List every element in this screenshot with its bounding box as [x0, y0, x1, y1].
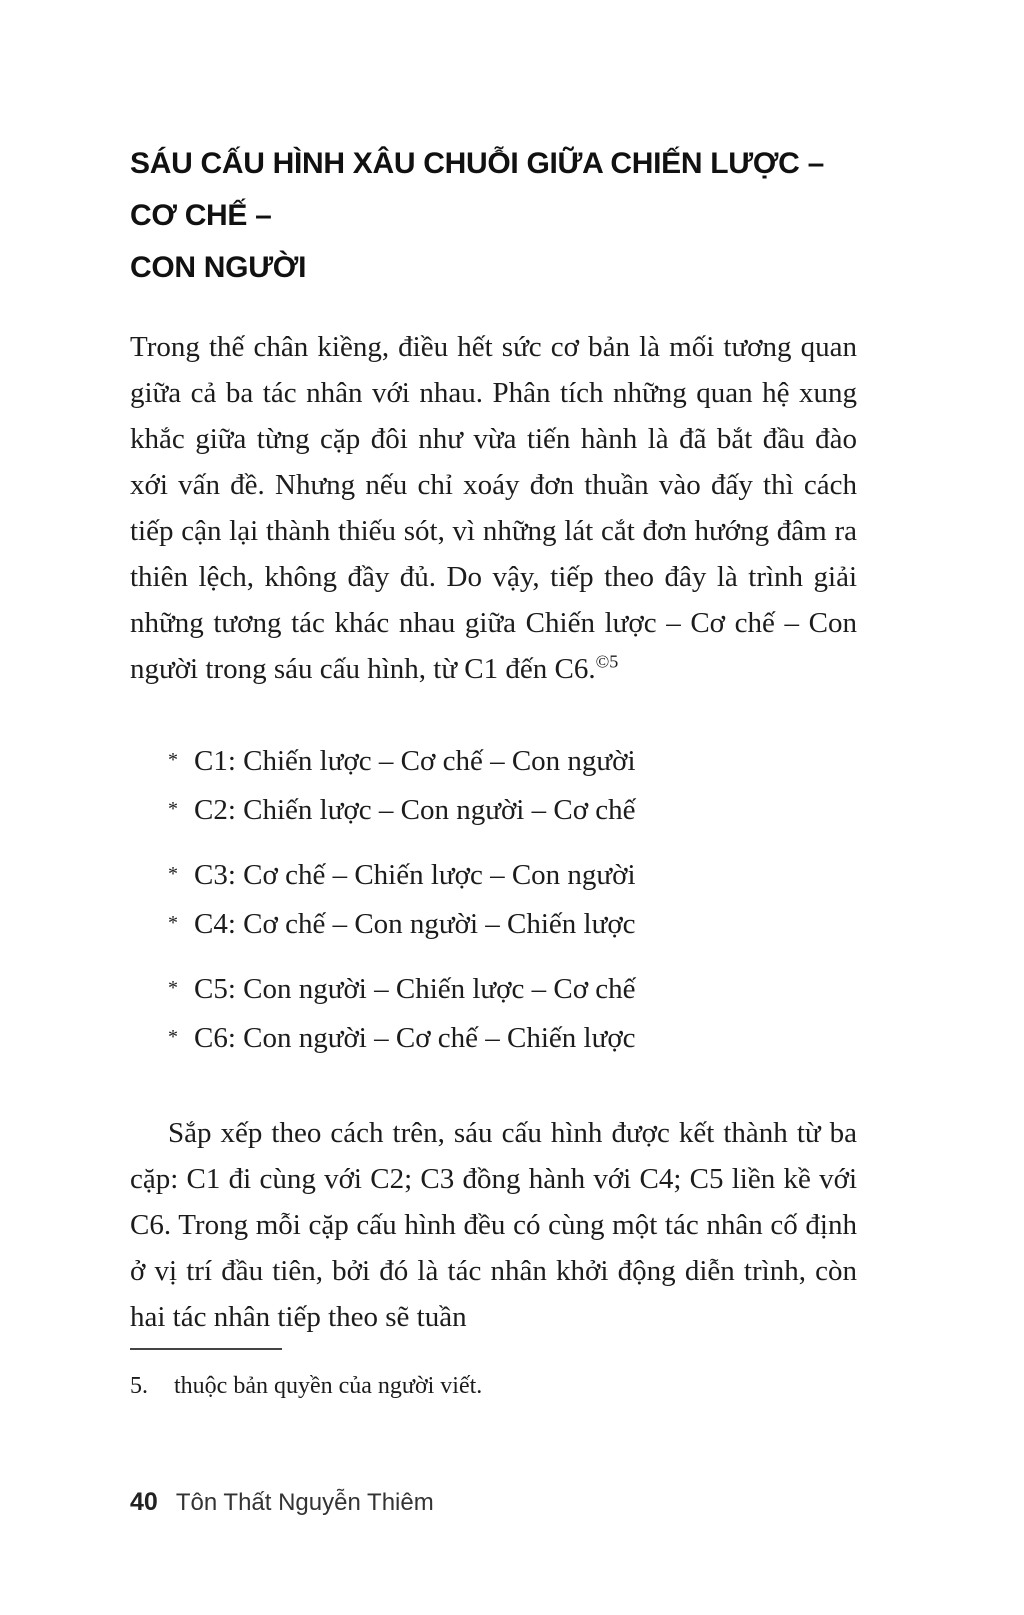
- page-number: 40: [130, 1488, 158, 1516]
- list-item-text: C1: Chiến lược – Cơ chế – Con người: [194, 745, 636, 777]
- list-group-2: [168, 852, 857, 950]
- list-item: [168, 901, 857, 950]
- list-item: [168, 787, 857, 836]
- list-item-text: C5: Con người – Chiến lược – Cơ chế: [194, 973, 636, 1005]
- paragraph-2: Sắp xếp theo cách trên, sáu cấu hình được kết thành từ ba cặp: C1 đi cùng với C2; C3 đồng hành với C4; C5 liền kề với C6. Trong mỗi cặp cấu hình đều có cùng một tác nhân cố định ở vị trí đầu tiên, bởi đó là tác nhân khởi động diễn trình, còn hai tác nhân tiếp theo sẽ tuần: [130, 1117, 857, 1333]
- list-item: [168, 738, 857, 787]
- list-item-text: C3: Cơ chế – Chiến lược – Con người: [194, 859, 636, 891]
- list-item: [168, 966, 857, 1015]
- section-heading: [130, 138, 857, 294]
- star-bullet-icon: *: [168, 977, 178, 999]
- configuration-list: [168, 738, 857, 1064]
- list-group-1: [168, 738, 857, 836]
- list-item: [168, 852, 857, 901]
- main-text-block: [130, 138, 857, 1340]
- paragraph-1-text: Trong thế chân kiềng, điều hết sức cơ bản là mối tương quan giữa cả ba tác nhân với nhau. Phân tích những quan hệ xung khắc giữa từng cặp đôi như vừa tiến hành là đã bắt đầu đào xới vấn đề. Nhưng nếu chỉ xoáy đơn thuần vào đấy thì cách tiếp cận lại thành thiếu sót, vì những lát cắt đơn hướng đâm ra thiên lệch, không đầy đủ. Do vậy, tiếp theo đây là trình giải những tương tác khác nhau giữa Chiến lược – Cơ chế – Con người trong sáu cấu hình, từ C1 đến C6.: [130, 331, 857, 685]
- list-item-text: C6: Con người – Cơ chế – Chiến lược: [194, 1022, 636, 1054]
- author-name: Tôn Thất Nguyễn Thiêm: [175, 1489, 434, 1516]
- list-item-text: C2: Chiến lược – Con người – Cơ chế: [194, 794, 636, 826]
- star-bullet-icon: *: [168, 749, 178, 771]
- list-group-3: [168, 966, 857, 1064]
- footnote-number: 5.: [130, 1373, 148, 1399]
- footnote-reference-marker: ©5: [595, 651, 619, 672]
- page-footer: [130, 1488, 434, 1517]
- footnote: [130, 1370, 857, 1402]
- footnote-block: [130, 1348, 857, 1402]
- star-bullet-icon: *: [168, 1026, 178, 1048]
- list-item-text: C4: Cơ chế – Con người – Chiến lược: [194, 908, 636, 940]
- section-heading-line1: SÁU CẤU HÌNH XÂU CHUỖI GIỮA CHIẾN LƯỢC – CƠ CHẾ –: [130, 147, 824, 232]
- star-bullet-icon: *: [168, 798, 178, 820]
- section-heading-line2: CON NGƯỜI: [130, 251, 307, 284]
- star-bullet-icon: *: [168, 863, 178, 885]
- paragraph-1: [130, 324, 857, 692]
- footnote-divider: [130, 1348, 282, 1350]
- footnote-text: thuộc bản quyền của người viết.: [174, 1373, 483, 1399]
- list-item: [168, 1015, 857, 1064]
- star-bullet-icon: *: [168, 912, 178, 934]
